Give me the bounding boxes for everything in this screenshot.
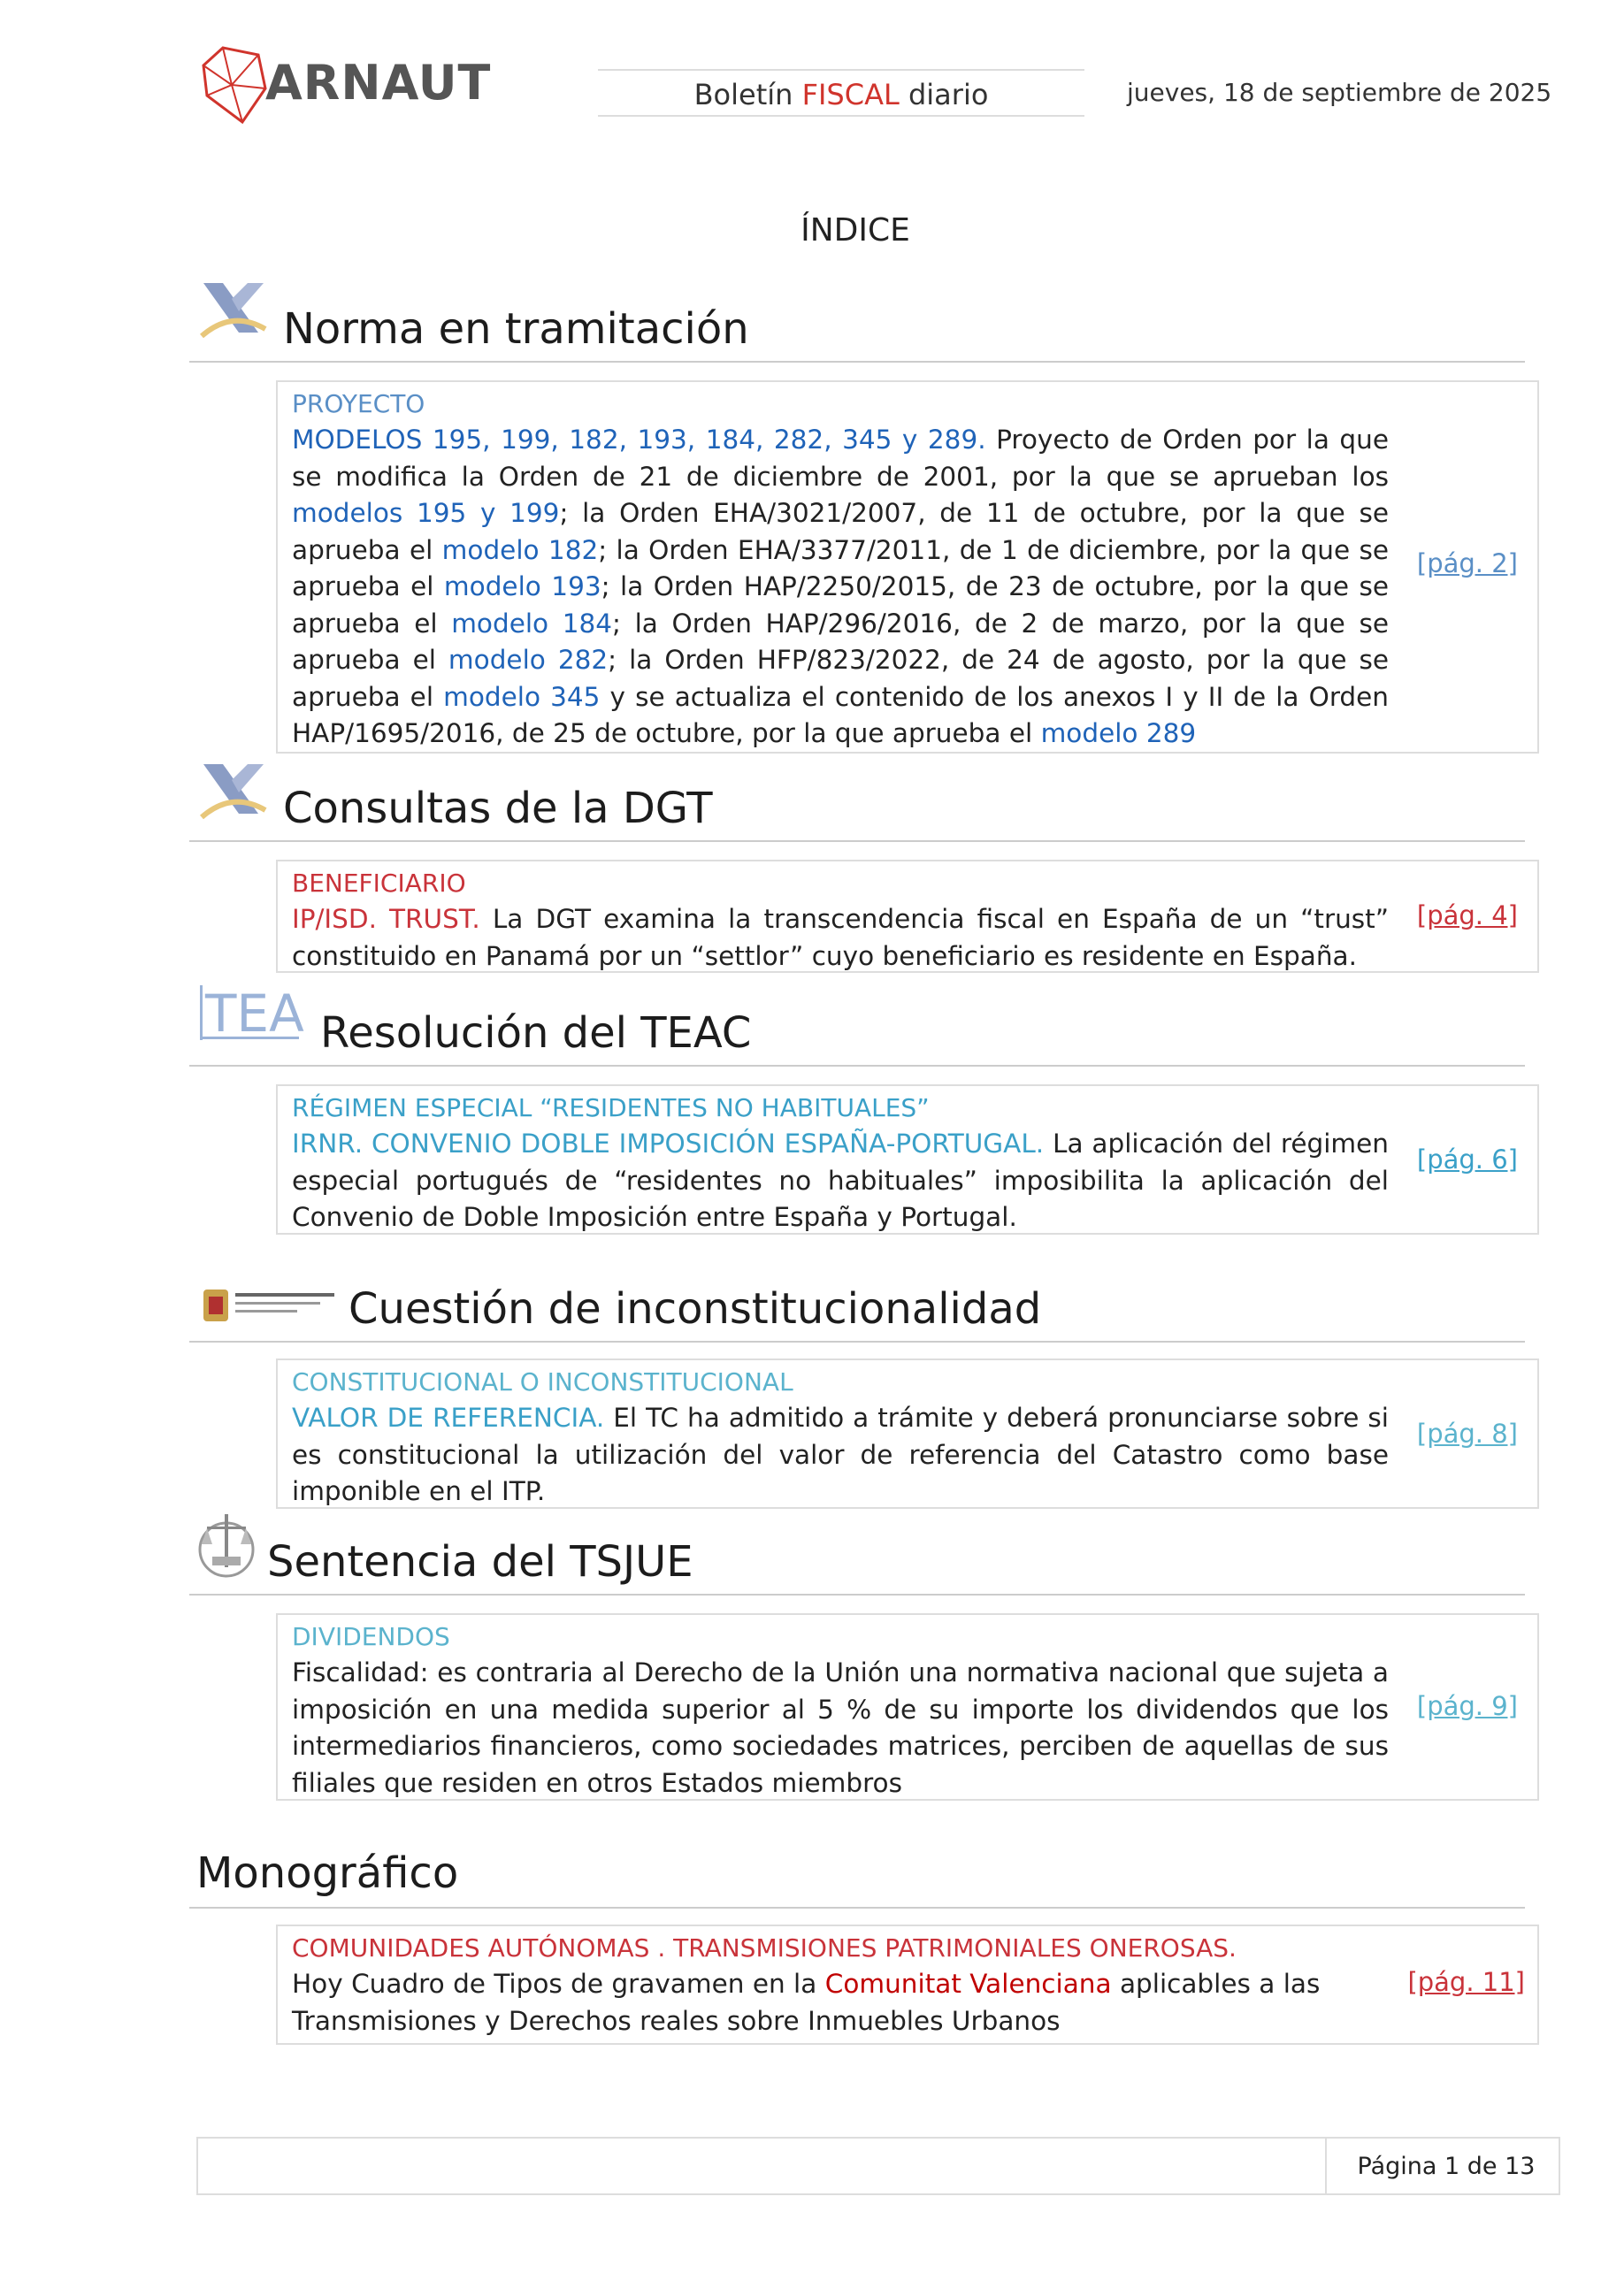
index-entry-tsjue [276,1613,1539,1801]
index-entry-consultas [276,860,1539,973]
page-number: Página 1 de 13 [1357,2153,1536,2180]
header-date: jueves, 18 de septiembre de 2025 [1127,78,1552,107]
index-entry-cuestion [276,1358,1539,1509]
section-title: Resolución del TEAC [320,1008,752,1058]
index-entry-teac [276,1084,1539,1235]
entry-body: MODELOS 195, 199, 182, 193, 184, 282, 345 y 289. Proyecto de Orden por la que se modifica la Orden de 21 de diciembre de 2001, por la que se aprueban los modelos 195 y 199; la Orden EHA/3021/2007, de 11 de octubre, por la que se aprueba el modelo 182; la Orden EHA/3377/2011, de 1 de diciembre, por la que se aprueba el modelo 193; la Orden HAP/2250/2015, de 23 de octubre, por la que se aprueba el modelo 184; la Orden HAP/296/2016, de 2 de marzo, por la que se aprueba el modelo 282; la Orden HFP/823/2022, de 24 de agosto, por la que se aprueba el modelo 345 y se actualiza el contenido de los anexos I y II de la Orden HAP/1695/2016, de 25 de octubre, por la que aprueba el modelo 289 [292,425,1390,748]
arnaut-emblem-icon [196,42,276,131]
section-header-norma [189,301,1525,363]
modelo-link[interactable]: modelos 195 y 199 [292,498,560,528]
section-title: Cuestión de inconstitucionalidad [349,1284,1042,1334]
section-header-monografico [189,1838,1525,1909]
entry-body: IP/ISD. TRUST. La DGT examina la transcendencia fiscal en España de un “trust” constituido en Panamá por un “settlor” cuyo beneficiario es residente en España. [292,904,1390,971]
bulletin-title: Boletín FISCAL diario [598,69,1084,117]
entry-body: Hoy Cuadro de Tipos de gravamen en la Comunitat Valenciana aplicables a las Transmisiones y Derechos reales sobre Inmuebles Urbanos [292,1969,1321,2036]
svg-text:TEA: TEA [205,983,304,1044]
index-entry-norma [276,380,1539,754]
brand-name: ARNAUT [265,55,492,111]
entry-body: VALOR DE REFERENCIA. El TC ha admitido a trámite y deberá pronunciarse sobre si es constitucional la utilización del valor de referencia del Catastro como base imponible en el ITP. [292,1403,1389,1506]
entry-label: BENEFICIARIO [292,869,466,898]
page-link[interactable]: [pág. 8] [1416,1419,1518,1449]
modelo-link[interactable]: modelo 193 [443,571,601,601]
footer-divider [1325,2137,1327,2195]
section-header-teac [189,1005,1525,1067]
section-title: Norma en tramitación [283,304,749,354]
region-highlight: Comunitat Valenciana [824,1969,1112,1999]
modelo-link[interactable]: modelo 282 [448,645,609,675]
page-link[interactable]: [pág. 6] [1416,1144,1518,1175]
entry-label: RÉGIMEN ESPECIAL “RESIDENTES NO HABITUALES” [292,1093,930,1122]
entry-label: CONSTITUCIONAL O INCONSTITUCIONAL [292,1367,793,1397]
index-title: ÍNDICE [801,212,910,249]
page-link[interactable]: [pág. 4] [1416,900,1518,930]
entry-body: Fiscalidad: es contraria al Derecho de la Unión una normativa nacional que sujeta a imposición en una medida superior al 5 % de su importe los dividendos que los intermediarios financieros, como sociedades matrices, perciben de aquellas de sus filiales que residen en otros Estados miembros [292,1657,1389,1798]
page-link[interactable]: [pág. 9] [1416,1691,1518,1721]
entry-body: IRNR. CONVENIO DOBLE IMPOSICIÓN ESPAÑA-PORTUGAL. La aplicación del régimen especial portugués de “residentes no habituales” imposibilita la aplicación del Convenio de Doble Imposición entre España y Portugal. [292,1129,1389,1232]
section-header-tsjue [189,1534,1525,1596]
modelo-link[interactable]: modelo 345 [443,681,601,712]
modelo-link[interactable]: modelo 184 [451,608,613,639]
section-title: Monográfico [196,1848,459,1898]
section-header-cuestion [189,1279,1525,1343]
section-title: Consultas de la DGT [283,784,713,833]
page-link[interactable]: [pág. 11] [1407,1967,1525,1997]
page-link[interactable]: [pág. 2] [1416,548,1518,578]
entry-label: COMUNIDADES AUTÓNOMAS . TRANSMISIONES PATRIMONIALES ONEROSAS. [292,1933,1237,1963]
modelo-link[interactable]: modelo 289 [1040,718,1197,748]
modelo-link[interactable]: modelo 182 [441,534,599,565]
entry-label: DIVIDENDOS [292,1622,450,1651]
index-entry-monografico [276,1925,1539,2045]
entry-label: PROYECTO [292,389,425,418]
section-title: Sentencia del TSJUE [267,1537,693,1587]
section-header-consultas [189,780,1525,842]
